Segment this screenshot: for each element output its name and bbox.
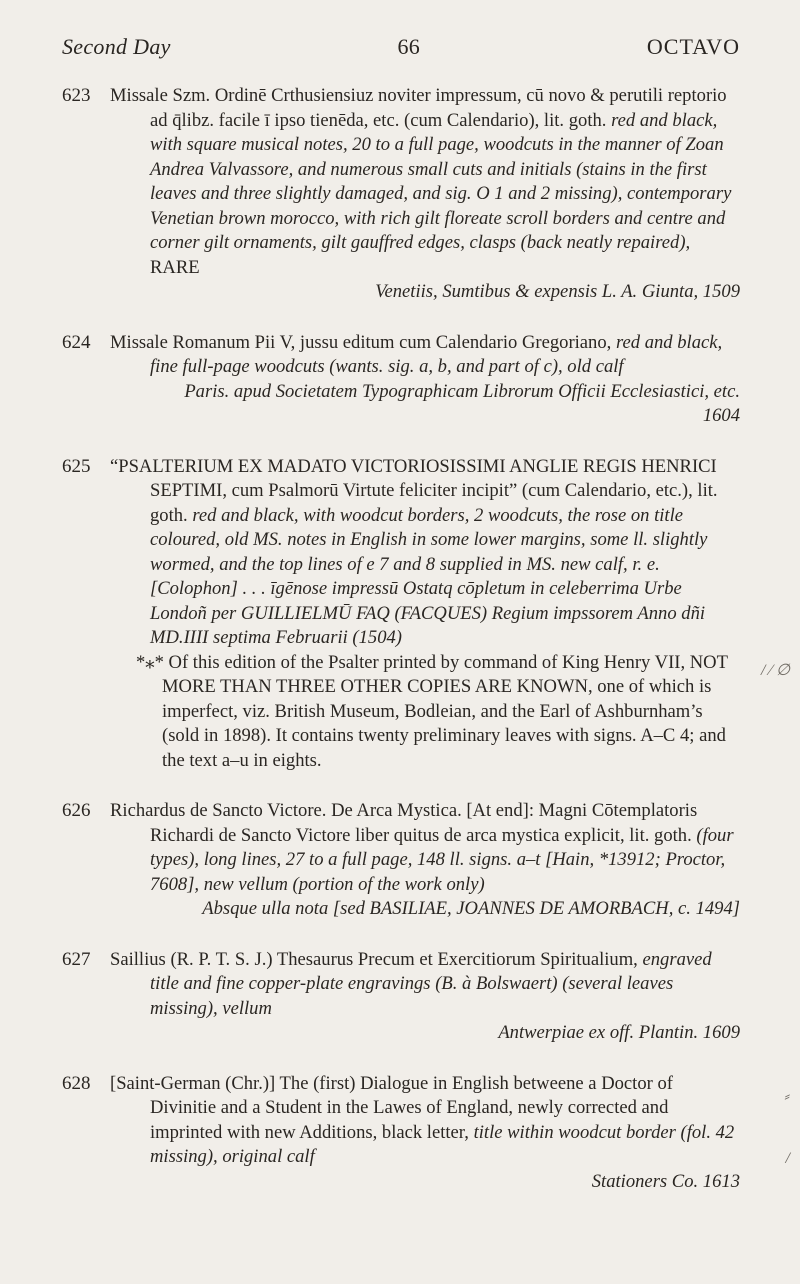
margin-annotation: / (785, 1150, 790, 1167)
lot-number: 625 (62, 455, 91, 477)
lot-imprint: Stationers Co. 1613 (591, 1170, 740, 1192)
lot-title: Richardus de Sancto Victore. De Arca Mystica. [At end]: Magni Cōtemplatoris Richardi de Sancto Victore liber quitus de arca mystica explicit, lit. goth. (110, 800, 698, 846)
lot-description (110, 84, 740, 305)
lot-entry (62, 455, 740, 774)
lot-entry (62, 84, 740, 305)
margin-annotation: ⸗ (784, 1088, 790, 1105)
lot-title: Saillius (R. P. T. S. J.) Thesaurus Precum et Exercitiorum Spiritualium, (110, 948, 638, 970)
lot-title: “PSALTERIUM EX MADATO VICTORIOSISSIMI ANGLIE REGIS HENRICI SEPTIMI, cum Psalmorū Virtute feliciter incipit” (cum Calendario, etc.), lit. goth. (110, 455, 718, 526)
page-number: 66 (397, 34, 421, 59)
lot-description (110, 799, 740, 922)
lot-rarity: RARE (150, 256, 200, 278)
lot-imprint: Absque ulla nota [sed BASILIAE, JOANNES DE AMORBACH, c. 1494] (202, 898, 740, 919)
lot-number: 627 (62, 948, 91, 970)
running-header (62, 34, 740, 60)
lot-physical-description: (four types), long lines, 27 to a full page, 148 ll. signs. a–t [Hain, *13912; Proctor, 7608], new vellum (portion of the work only) (150, 824, 734, 895)
lot-entry (62, 948, 740, 1046)
lot-title: [Saint-German (Chr.)] The (first) Dialogue in English betweene a Doctor of Divinitie and a Student in the Lawes of England, newly corrected and imprinted with new Additions, black letter, (110, 1072, 673, 1143)
lot-entry (62, 331, 740, 429)
lot-title: Missale Szm. Ordinē Crthusiensiuz noviter impressum, cū novo & perutili reptorio ad q̄libz. facile ī ipso tienēda, etc. (cum Calendario), lit. goth. (110, 85, 727, 131)
lot-imprint: Antwerpiae ex off. Plantin. 1609 (498, 1022, 740, 1043)
lot-physical-description: red and black, with woodcut borders, 2 woodcuts, the rose on title coloured, old MS. notes in English in some lower margins, some ll. slightly wormed, and the top lines of e 7 and 8 supplied in MS. new calf, r. e. (150, 504, 708, 575)
lot-number: 623 (62, 85, 91, 106)
lot-imprint: Paris. apud Societatem Typographicam Librorum Officii Ecclesiastici, etc. 1604 (184, 380, 740, 426)
header-day: Second Day (62, 34, 171, 59)
lot-physical-description: red and black, with square musical notes, 20 to a full page, woodcuts in the manner of Zoan Andrea Valvassore, and numerous small cuts and initials (stains in the first leaves and three slightly damaged, and sig. O 1 and 2 missing), contemporary Venetian brown morocco, with rich gilt floreate scroll borders and centre and corner gilt ornaments, gilt gauffred edges, clasps (back neatly repaired), (150, 109, 732, 253)
lot-entry (62, 1072, 740, 1195)
lot-entry (62, 799, 740, 922)
lot-imprint: Venetiis, Sumtibus & expensis L. A. Giunta, 1509 (375, 281, 740, 302)
header-format: OCTAVO (646, 34, 740, 59)
lot-number: 624 (62, 331, 91, 353)
lot-physical-description: engraved title and fine copper-plate engravings (B. à Bolswaert) (several leaves missing), vellum (150, 948, 712, 1019)
lot-description (110, 455, 740, 774)
lot-colophon: [Colophon] . . . īgēnose impressū Ostatq cōpletum in celeberrima Urbe Londoñ per GUILLIELMŪ FAQ (FACQUES) Regium impssorem Anno dñi MD.IIII septima Februarii (1504) (150, 578, 706, 648)
margin-annotation: / ⁄ ∅ (760, 662, 790, 679)
lot-description (110, 948, 740, 1046)
lot-number: 626 (62, 800, 91, 821)
lot-note: *⁎* Of this edition of the Psalter printed by command of King Henry VII, NOT MORE THAN THREE OTHER COPIES ARE KNOWN, one of which is imperfect, viz. British Museum, Bodleian, and the Earl of Ashburnham’s (sold in 1898). It contains twenty preliminary leaves with signs. A–C 4; and the text a–u in eights. (136, 651, 728, 771)
lot-description (110, 331, 740, 429)
lot-title: Missale Romanum Pii V, jussu editum cum Calendario Gregoriano, (110, 331, 612, 353)
lot-physical-description: red and black, fine full-page woodcuts (wants. sig. a, b, and part of c), old calf (150, 331, 723, 377)
lot-description (110, 1072, 740, 1195)
lot-physical-description: title within woodcut border (fol. 42 missing), original calf (150, 1121, 735, 1167)
lot-number: 628 (62, 1072, 91, 1094)
